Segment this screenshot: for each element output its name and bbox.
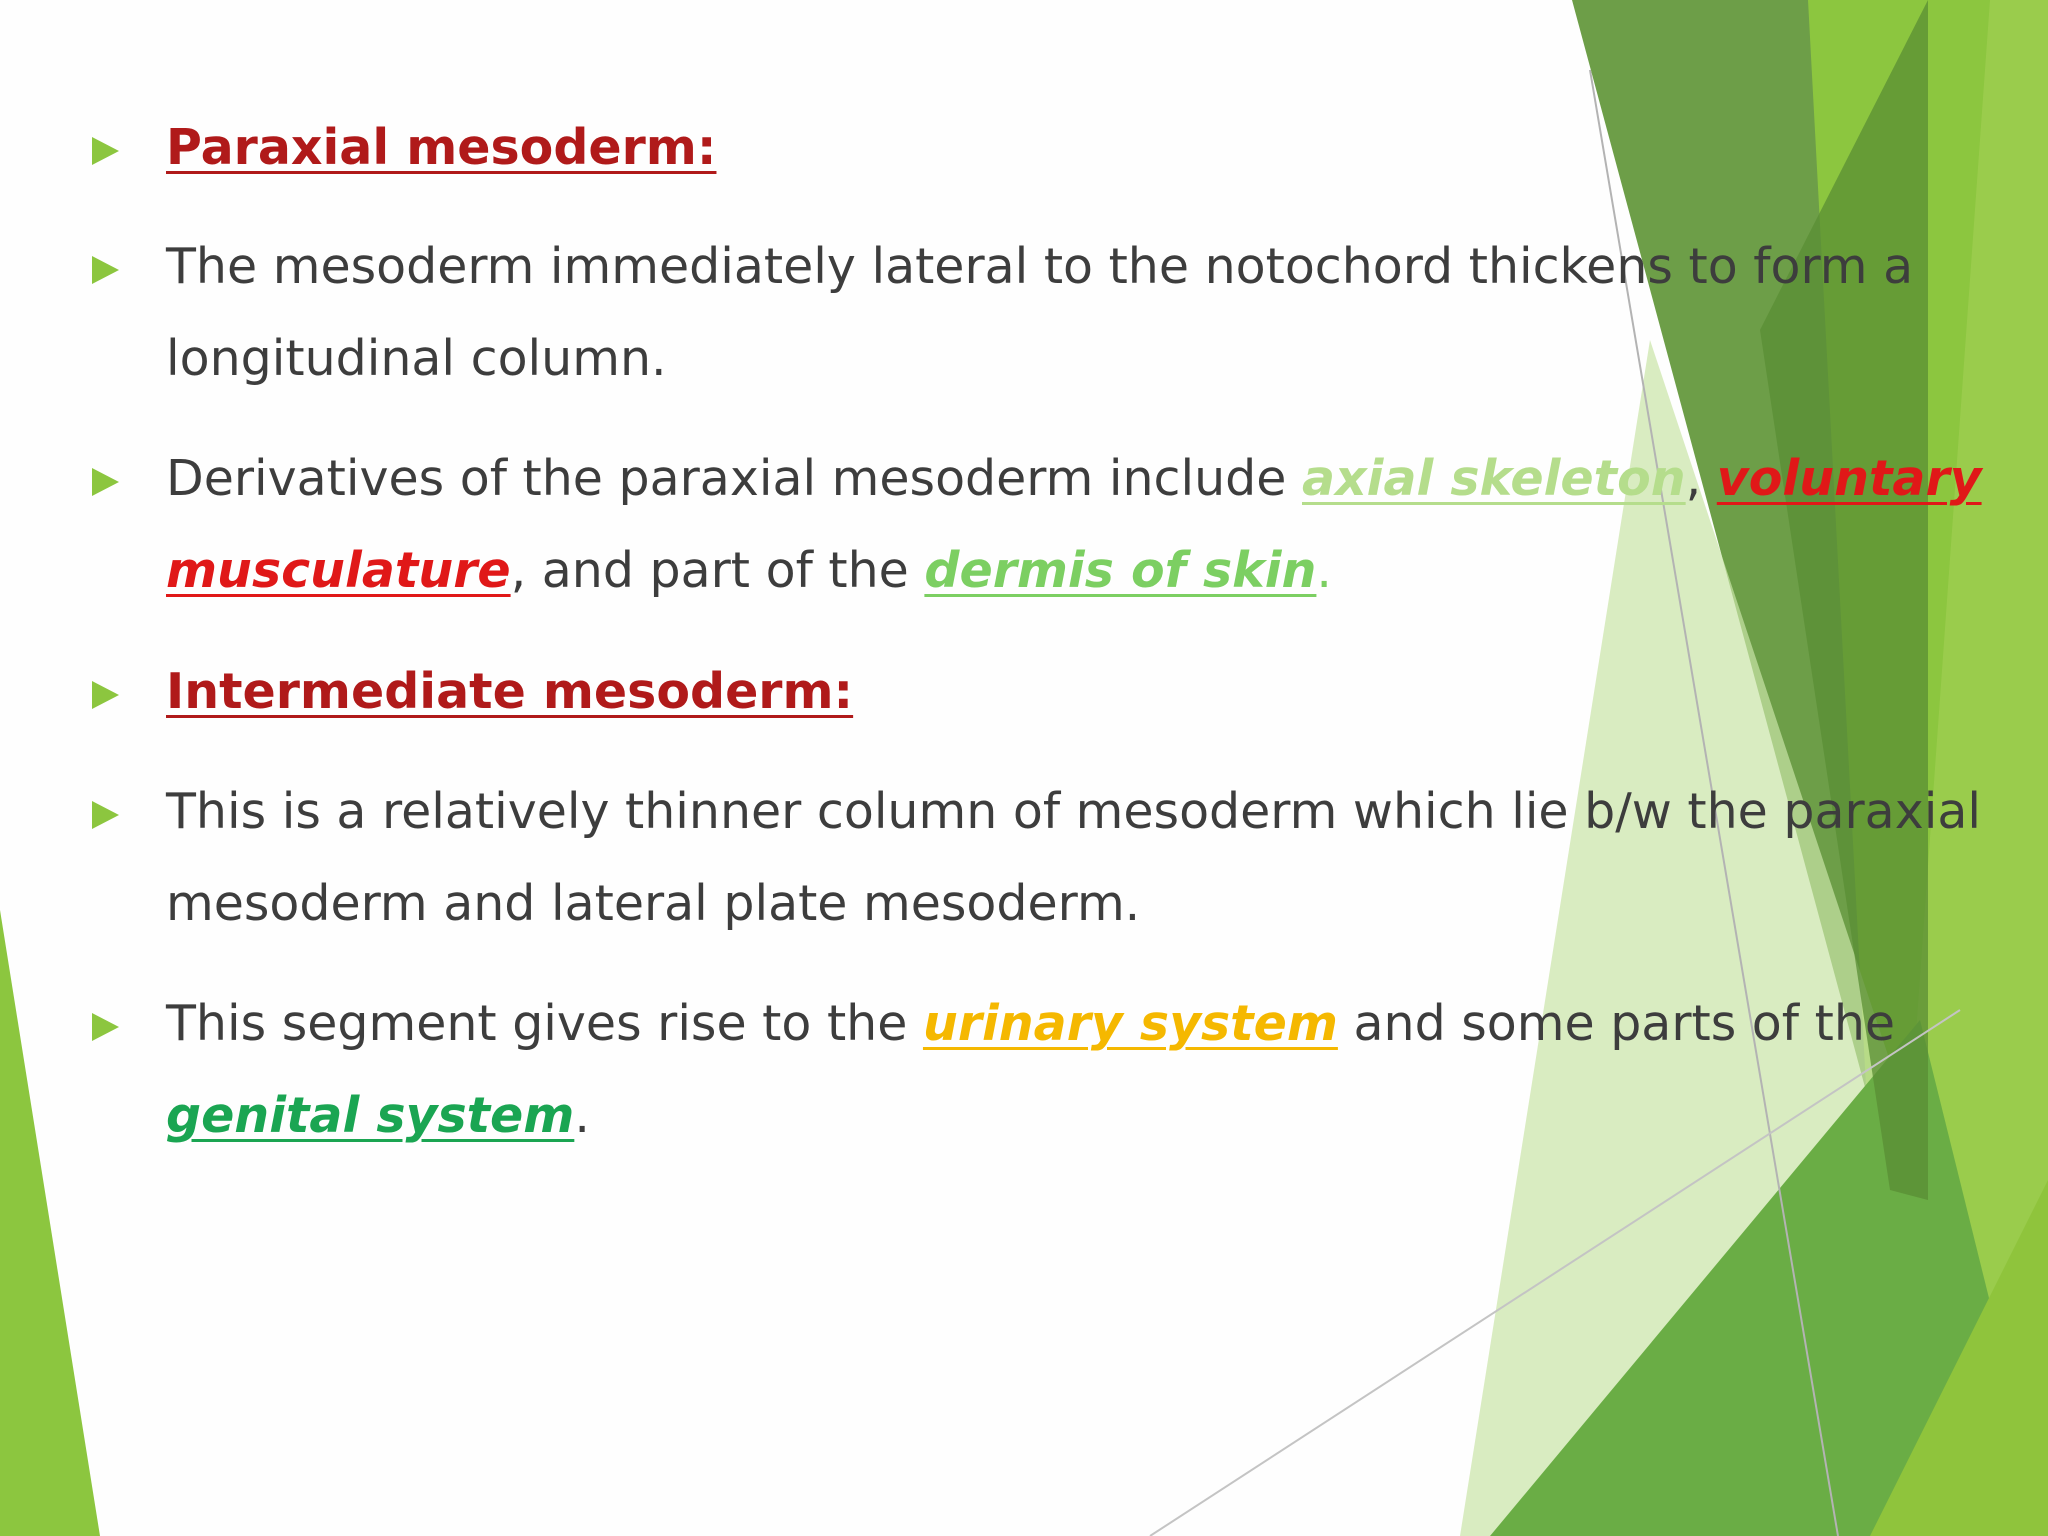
derivatives-line-1 xyxy=(166,449,1982,509)
urinary-system-keyword: urinary system xyxy=(922,995,1338,1052)
intermediate-mesoderm-heading: Intermediate mesoderm: xyxy=(166,663,854,720)
genital-system-keyword: genital system xyxy=(166,1087,575,1144)
derivatives-prefix: Derivatives of the paraxial mesoderm include xyxy=(166,450,1302,507)
notochord-text-2: longitudinal column. xyxy=(166,330,667,387)
notochord-text-1: The mesoderm immediately lateral to the notochord thickens to form a xyxy=(166,238,1914,295)
bullet-triangle-icon xyxy=(92,468,119,496)
bullet-triangle-icon xyxy=(92,681,119,709)
derivatives-period: . xyxy=(1316,542,1332,599)
paraxial-heading-line xyxy=(166,118,716,178)
thinner-column-text-2: mesoderm and lateral plate mesoderm. xyxy=(166,875,1141,932)
notochord-line-1 xyxy=(166,237,1913,297)
thinner-column-line-2 xyxy=(166,874,1140,934)
thinner-column-text-1: This is a relatively thinner column of mesoderm which lie b/w the paraxial xyxy=(166,783,1981,840)
segment-suffix: and some parts of the xyxy=(1337,995,1896,1052)
voluntary-keyword: voluntary xyxy=(1716,450,1982,507)
paraxial-mesoderm-heading: Paraxial mesoderm: xyxy=(166,119,717,176)
bullet-triangle-icon xyxy=(92,137,119,165)
segment-period: . xyxy=(574,1087,590,1144)
dermis-of-skin-keyword: dermis of skin xyxy=(924,542,1317,599)
bullet-triangle-icon xyxy=(92,801,119,829)
axial-skeleton-keyword: axial skeleton xyxy=(1302,450,1686,507)
segment-prefix: This segment gives rise to the xyxy=(166,995,923,1052)
derivatives-middle: , and part of the xyxy=(510,542,925,599)
intermediate-heading-line xyxy=(166,662,853,722)
segment-line-1 xyxy=(166,994,1895,1054)
bullet-triangle-icon xyxy=(92,256,119,284)
comma-separator: , xyxy=(1685,450,1717,507)
segment-line-2 xyxy=(166,1086,590,1146)
thinner-column-line-1 xyxy=(166,782,1981,842)
bullet-triangle-icon xyxy=(92,1013,119,1041)
musculature-keyword: musculature xyxy=(166,542,511,599)
notochord-line-2 xyxy=(166,329,667,389)
derivatives-line-2 xyxy=(166,541,1332,601)
